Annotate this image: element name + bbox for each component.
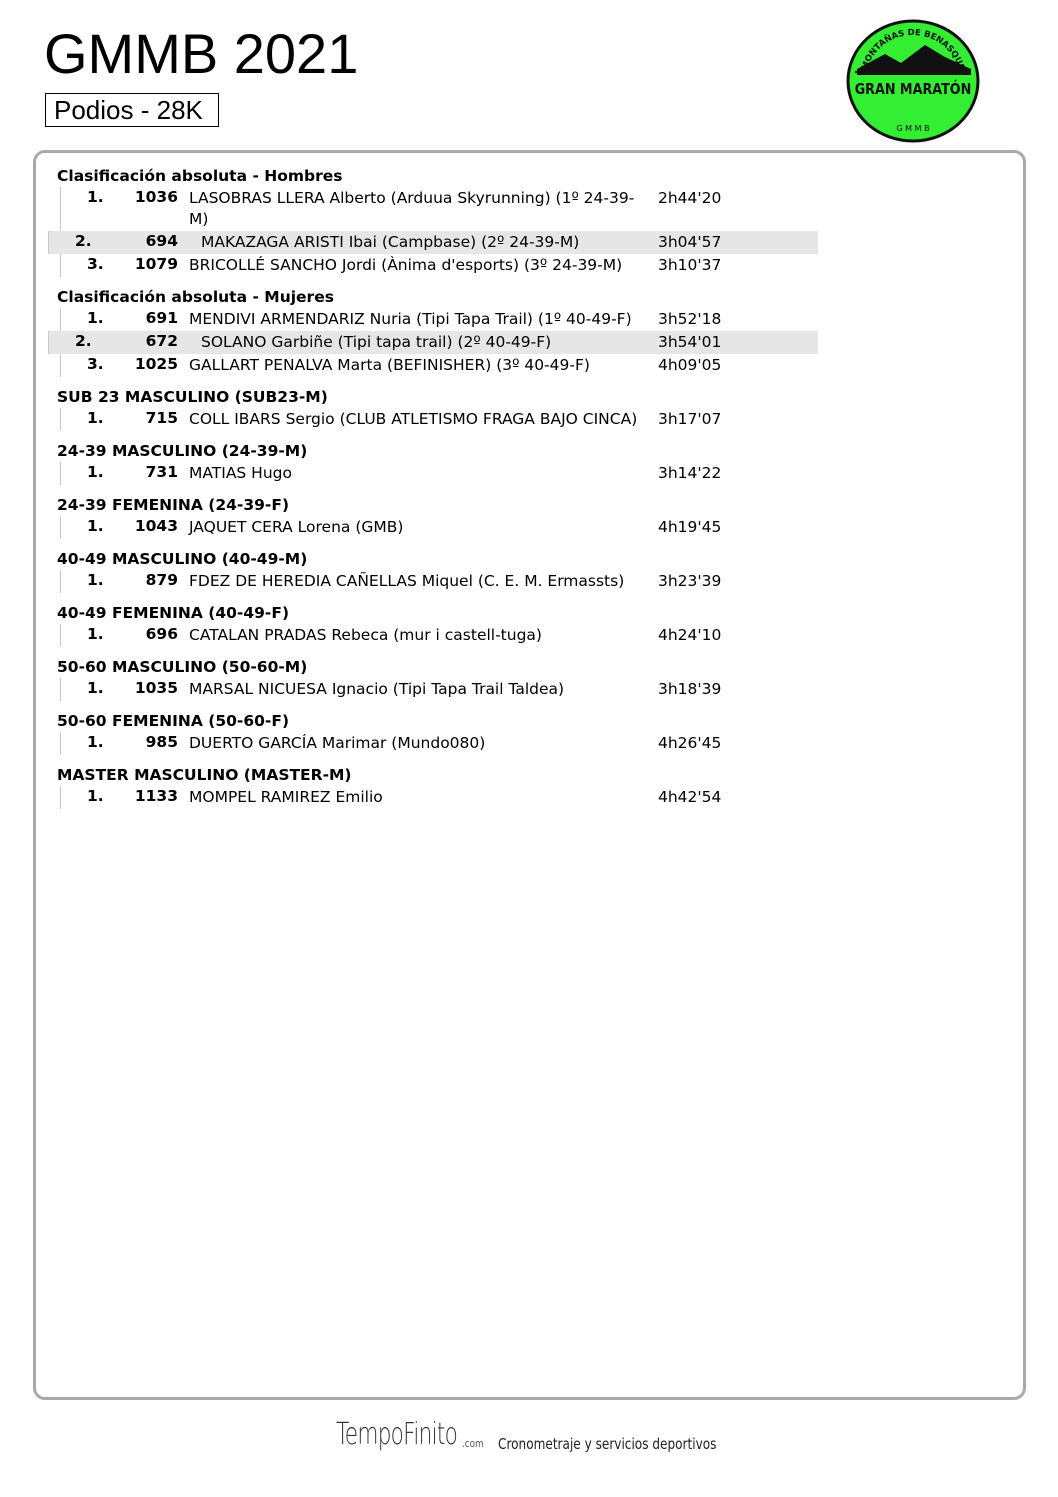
footer [336, 1415, 756, 1475]
athlete-name: MATIAS Hugo [189, 464, 292, 482]
category-title: 24-39 MASCULINO (24-39-M) [57, 442, 308, 460]
finish-time: 3h14'22 [658, 464, 722, 482]
bib-number: 1036 [134, 188, 178, 206]
category-section [48, 548, 818, 593]
finish-time: 3h04'57 [658, 233, 722, 251]
position-number: 3. [87, 355, 104, 373]
result-row [60, 678, 818, 701]
page-title: GMMB 2021 [44, 22, 359, 85]
result-row [48, 331, 818, 354]
result-row [60, 408, 818, 431]
bib-number: 1035 [134, 679, 178, 697]
finish-time: 2h44'20 [658, 189, 722, 207]
category-title: 50-60 MASCULINO (50-60-M) [57, 658, 308, 676]
bib-number: 691 [145, 309, 178, 327]
result-row [60, 570, 818, 593]
result-row [60, 786, 818, 809]
athlete-name: SOLANO Garbiñe (Tipi tapa trail) (2º 40-49-F) [201, 333, 552, 351]
result-row [60, 354, 818, 377]
race-subtitle: Podios - 28K [45, 93, 219, 127]
bib-number: 879 [145, 571, 178, 589]
athlete-name: LASOBRAS LLERA Alberto (Arduua Skyrunning) (1º 24-39-M) [189, 189, 635, 228]
category-title: 40-49 MASCULINO (40-49-M) [57, 550, 308, 568]
category-title: Clasificación absoluta - Hombres [57, 167, 343, 185]
result-row [60, 254, 818, 277]
category-section [48, 386, 818, 431]
category-section [48, 602, 818, 647]
bib-number: 1133 [134, 787, 178, 805]
athlete-name: MAKAZAGA ARISTI Ibai (Campbase) (2º 24-39-M) [201, 233, 580, 251]
finish-time: 3h18'39 [658, 680, 722, 698]
position-number: 1. [87, 517, 104, 535]
result-row [60, 516, 818, 539]
finish-time: 4h19'45 [658, 518, 722, 536]
position-number: 1. [87, 188, 104, 206]
athlete-name: MENDIVI ARMENDARIZ Nuria (Tipi Tapa Trail) (1º 40-49-F) [189, 310, 632, 328]
bib-number: 715 [145, 409, 178, 427]
category-section [48, 440, 818, 485]
category-section [48, 494, 818, 539]
footer-domain: .com [462, 1437, 484, 1450]
position-number: 2. [75, 232, 92, 250]
finish-time: 3h10'37 [658, 256, 722, 274]
position-number: 1. [87, 625, 104, 643]
position-number: 1. [87, 409, 104, 427]
result-row [60, 462, 818, 485]
finish-time: 3h54'01 [658, 333, 722, 351]
position-number: 1. [87, 571, 104, 589]
logo-bottom-text: G M M B [896, 124, 930, 133]
category-title: MASTER MASCULINO (MASTER-M) [57, 766, 352, 784]
athlete-name: DUERTO GARCÍA Marimar (Mundo080) [189, 734, 486, 752]
category-section [48, 710, 818, 755]
category-title: 50-60 FEMENINA (50-60-F) [57, 712, 290, 730]
athlete-name: JAQUET CERA Lorena (GMB) [189, 518, 404, 536]
category-section [48, 286, 818, 377]
position-number: 2. [75, 332, 92, 350]
category-title: SUB 23 MASCULINO (SUB23-M) [57, 388, 328, 406]
category-title: 40-49 FEMENINA (40-49-F) [57, 604, 290, 622]
bib-number: 1043 [134, 517, 178, 535]
position-number: 3. [87, 255, 104, 273]
finish-time: 3h17'07 [658, 410, 722, 428]
finish-time: 4h26'45 [658, 734, 722, 752]
finish-time: 3h52'18 [658, 310, 722, 328]
category-section [48, 656, 818, 701]
result-row [48, 231, 818, 254]
athlete-name: CATALAN PRADAS Rebeca (mur i castell-tuga) [189, 626, 542, 644]
position-number: 1. [87, 733, 104, 751]
position-number: 1. [87, 679, 104, 697]
athlete-name: BRICOLLÉ SANCHO Jordi (Ànima d'esports) (3º 24-39-M) [189, 256, 623, 274]
category-section [48, 764, 818, 809]
bib-number: 696 [145, 625, 178, 643]
bib-number: 1079 [134, 255, 178, 273]
finish-time: 4h09'05 [658, 356, 722, 374]
position-number: 1. [87, 309, 104, 327]
bib-number: 1025 [134, 355, 178, 373]
bib-number: 731 [145, 463, 178, 481]
category-title: Clasificación absoluta - Mujeres [57, 288, 334, 306]
finish-time: 3h23'39 [658, 572, 722, 590]
category-section [48, 165, 818, 277]
athlete-name: COLL IBARS Sergio (CLUB ATLETISMO FRAGA BAJO CINCA) [189, 410, 638, 428]
gran-maraton-logo [845, 19, 981, 143]
athlete-name: FDEZ DE HEREDIA CAÑELLAS Miquel (C. E. M. Ermassts) [189, 572, 625, 590]
logo-top-text: MONTAÑAS DE BENASQUE [859, 27, 967, 72]
finish-time: 4h42'54 [658, 788, 722, 806]
footer-tagline: Cronometraje y servicios deportivos [498, 1435, 717, 1453]
category-title: 24-39 FEMENINA (24-39-F) [57, 496, 290, 514]
result-row [60, 624, 818, 647]
athlete-name: MARSAL NICUESA Ignacio (Tipi Tapa Trail Taldea) [189, 680, 565, 698]
bib-number: 694 [145, 232, 178, 250]
position-number: 1. [87, 787, 104, 805]
bib-number: 672 [145, 332, 178, 350]
logo-main-text: GRAN MARATÓN [854, 81, 972, 99]
results-list [48, 165, 818, 818]
footer-brand: TempoFinito [336, 1417, 458, 1452]
position-number: 1. [87, 463, 104, 481]
athlete-name: MOMPEL RAMIREZ Emilio [189, 788, 383, 806]
result-row [60, 187, 818, 231]
result-row [60, 732, 818, 755]
result-row [60, 308, 818, 331]
finish-time: 4h24'10 [658, 626, 722, 644]
athlete-name: GALLART PENALVA Marta (BEFINISHER) (3º 40-49-F) [189, 356, 590, 374]
bib-number: 985 [145, 733, 178, 751]
